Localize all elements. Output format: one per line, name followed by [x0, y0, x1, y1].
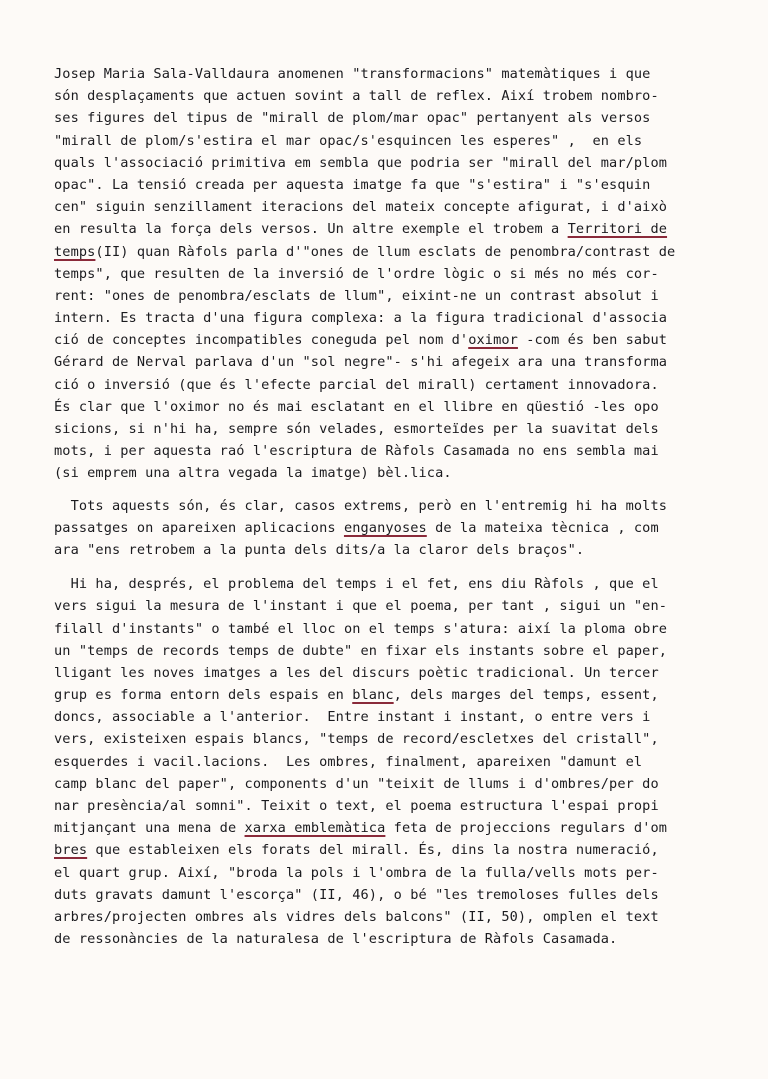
text-segment: vers sigui la mesura de l'instant i que el poema, per tant , sigui un "en-: [54, 598, 668, 615]
text-segment: -com és ben sabut: [517, 332, 668, 349]
text-line: [54, 839, 754, 861]
underlined-term: temps: [54, 243, 96, 260]
text-segment: ses figures del tipus de "mirall de plom/mar opac" pertanyent als versos: [54, 110, 651, 127]
text-line: [54, 374, 754, 396]
paragraph-gap: [54, 561, 754, 573]
text-segment: mots, i per aquesta raó l'escriptura de Ràfols Casamada no ens sembla mai: [54, 443, 659, 460]
text-segment: camp blanc del paper", components d'un "teixit de llums i d'ombres/per do: [54, 775, 659, 792]
text-line: [54, 396, 754, 418]
text-segment: intern. Es tracta d'una figura complexa: a la figura tradicional d'associa: [54, 310, 668, 327]
text-segment: , dels marges del temps, essent,: [393, 687, 659, 704]
text-segment: de ressonàncies de la naturalesa de l'escriptura de Ràfols Casamada.: [54, 931, 618, 948]
text-segment: opac". La tensió creada per aquesta imatge fa que "s'estira" i "s'esquin: [54, 176, 651, 193]
text-segment: duts gravats damunt l'escorça" (II, 46), o bé "les tremoloses fulles dels: [54, 886, 659, 903]
paragraph: [54, 573, 754, 950]
page-body: [54, 63, 754, 950]
text-segment: nar presència/al somni". Teixit o text, el poema estructura l'espai propi: [54, 798, 659, 814]
text-segment: esquerdes i vacil.lacions. Les ombres, finalment, apareixen "damunt el: [54, 753, 643, 770]
underlined-term: enganyoses: [343, 519, 427, 536]
underlined-term: blanc: [352, 687, 394, 704]
text-segment: ara "ens retrobem a la punta dels dits/a la claror dels braços".: [54, 541, 585, 558]
text-segment: ció de conceptes incompatibles coneguda pel nom d': [54, 332, 469, 349]
text-line: [54, 351, 754, 373]
text-segment: feta de projeccions regulars d'om: [385, 820, 668, 837]
text-line: [54, 329, 754, 351]
text-line: [54, 684, 754, 706]
text-line: [54, 662, 754, 684]
text-segment: temps", que resulten de la inversió de l'ordre lògic o si més no més cor-: [54, 265, 659, 282]
text-segment: són desplaçaments que actuen sovint a tall de reflex. Així trobem nombro-: [54, 88, 659, 105]
text-line: [54, 795, 754, 817]
text-segment: ció o inversió (que és l'efecte parcial del mirall) certament innovadora.: [54, 376, 659, 393]
text-segment: quals l'associació primitiva em sembla que podria ser "mirall del mar/plom: [54, 154, 668, 171]
text-segment: Tots aquests són, és clar, casos extrems, però en l'entremig hi ha molts: [54, 497, 668, 514]
text-segment: que estableixen els forats del mirall. És, dins la nostra numeració,: [87, 842, 659, 859]
text-line: [54, 495, 754, 517]
text-line: [54, 751, 754, 773]
text-segment: un "temps de records temps de dubte" en fixar els instants sobre el paper,: [54, 642, 668, 659]
text-line: [54, 263, 754, 285]
text-segment: cen" siguin senzillament iteracions del mateix concepte afigurat, i d'això: [54, 199, 668, 216]
text-line: [54, 517, 754, 539]
text-line: [54, 307, 754, 329]
text-line: [54, 285, 754, 307]
paragraph-gap: [54, 485, 754, 495]
text-segment: lligant les noves imatges a les del discurs poètic tradicional. Un tercer: [54, 664, 659, 681]
text-line: [54, 640, 754, 662]
text-line: [54, 884, 754, 906]
text-segment: mitjançant una mena de: [54, 820, 245, 837]
text-segment: arbres/projecten ombres als vidres dels balcons" (II, 50), omplen el text: [54, 908, 659, 925]
paragraph: [54, 495, 754, 562]
text-line: [54, 63, 754, 85]
text-line: [54, 706, 754, 728]
text-line: [54, 618, 754, 640]
text-segment: el quart grup. Així, "broda la pols i l'ombra de la fulla/vells mots per-: [54, 864, 659, 881]
text-segment: És clar que l'oximor no és mai esclatant en el llibre en qüestió -les opo: [54, 398, 659, 415]
underlined-term: oximor: [468, 332, 518, 349]
text-line: [54, 174, 754, 196]
text-line: [54, 152, 754, 174]
text-segment: rent: "ones de penombra/esclats de llum", eixint-ne un contrast absolut i: [54, 287, 659, 304]
text-segment: filall d'instants" o també el lloc on el temps s'atura: així la ploma obre: [54, 620, 668, 637]
text-segment: sicions, si n'hi ha, sempre són velades, esmorteïdes per la suavitat dels: [54, 421, 659, 437]
text-line: [54, 539, 754, 561]
text-line: [54, 440, 754, 462]
text-line: [54, 728, 754, 750]
text-line: [54, 595, 754, 617]
text-line: [54, 107, 754, 129]
text-line: [54, 130, 754, 152]
text-line: [54, 85, 754, 107]
text-line: [54, 241, 754, 263]
text-segment: Hi ha, després, el problema del temps i el fet, ens diu Ràfols , que el: [54, 576, 659, 593]
text-line: [54, 418, 754, 440]
text-segment: "mirall de plom/s'estira el mar opac/s'esquincen les esperes" , en els: [54, 132, 643, 149]
text-segment: (II) quan Ràfols parla d'"ones de llum esclats de penombra/contrast de: [95, 243, 676, 260]
text-segment: Gérard de Nerval parlava d'un "sol negre"- s'hi afegeix ara una transforma: [54, 354, 668, 371]
text-line: [54, 906, 754, 928]
text-segment: doncs, associable a l'anterior. Entre instant i instant, o entre vers i: [54, 709, 651, 726]
underlined-term: Territori de: [567, 221, 668, 238]
text-segment: vers, existeixen espais blancs, "temps de record/escletxes del cristall",: [54, 731, 659, 748]
text-line: [54, 462, 754, 484]
underlined-term: xarxa emblemàtica: [244, 820, 386, 837]
text-segment: (si emprem una altra vegada la imatge) bèl.lica.: [54, 465, 452, 482]
text-line: [54, 218, 754, 240]
paragraph: [54, 63, 754, 485]
text-line: [54, 862, 754, 884]
text-segment: passatges on apareixen aplicacions: [54, 519, 344, 536]
underlined-term: bres: [54, 842, 88, 859]
text-line: [54, 773, 754, 795]
text-segment: grup es forma entorn dels espais en: [54, 687, 353, 704]
text-segment: en resulta la força dels versos. Un altre exemple el trobem a: [54, 221, 568, 238]
text-line: [54, 817, 754, 839]
text-segment: de la mateixa tècnica , com: [426, 519, 659, 536]
text-line: [54, 573, 754, 595]
text-segment: Josep Maria Sala-Valldaura anomenen "transformacions" matemàtiques i que: [54, 66, 651, 82]
text-line: [54, 196, 754, 218]
text-line: [54, 928, 754, 950]
